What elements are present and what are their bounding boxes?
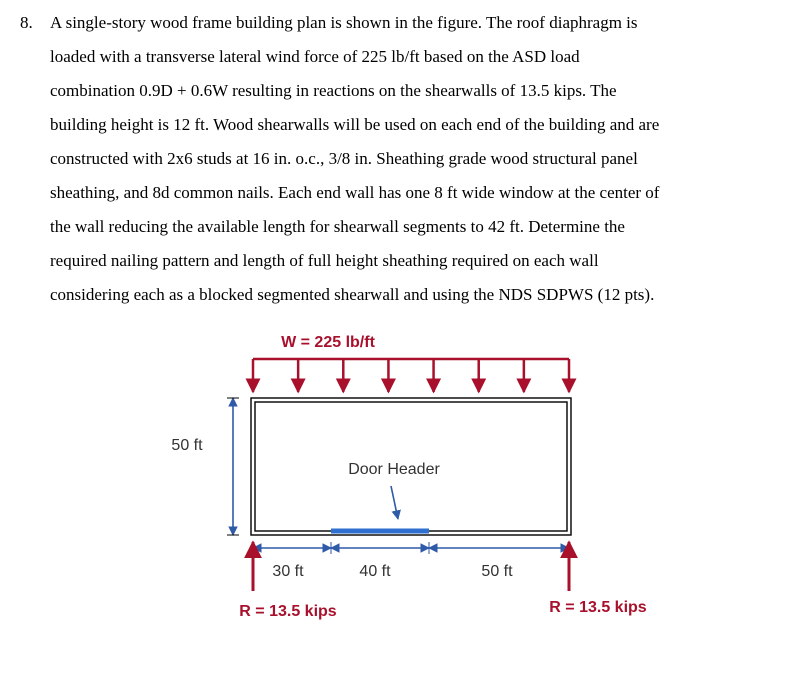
segment-label-3: 50 ft <box>481 563 513 580</box>
load-label: W = 225 lb/ft <box>281 334 375 351</box>
question-number: 8. <box>20 13 33 32</box>
segment-label-2: 40 ft <box>359 563 391 580</box>
question-line: required nailing pattern and length of full height sheathing required on each wall <box>50 251 599 270</box>
segment-label-1: 30 ft <box>272 563 304 580</box>
question-line: constructed with 2x6 studs at 16 in. o.c., 3/8 in. Sheathing grade wood structural panel <box>50 149 638 168</box>
question-line: the wall reducing the available length for shearwall segments to 42 ft. Determine the <box>50 217 625 236</box>
question-line: building height is 12 ft. Wood shearwalls will be used on each end of the building and are <box>50 115 660 134</box>
question-line: sheathing, and 8d common nails. Each end wall has one 8 ft wide window at the center of <box>50 183 660 202</box>
question-line: loaded with a transverse lateral wind force of 225 lb/ft based on the ASD load <box>50 47 580 66</box>
depth-label: 50 ft <box>171 437 203 454</box>
door-header-label: Door Header <box>348 461 440 478</box>
question-line: considering each as a blocked segmented shearwall and using the NDS SDPWS (12 pts). <box>50 285 655 304</box>
load-arrows <box>253 359 569 392</box>
question-line: A single-story wood frame building plan is shown in the figure. The roof diaphragm is <box>50 13 638 32</box>
question-line: combination 0.9D + 0.6W resulting in reactions on the shearwalls of 13.5 kips. The <box>50 81 617 100</box>
reaction-label-left: R = 13.5 kips <box>239 603 337 620</box>
reaction-label-right: R = 13.5 kips <box>549 599 647 616</box>
door-header-pointer <box>391 486 398 519</box>
